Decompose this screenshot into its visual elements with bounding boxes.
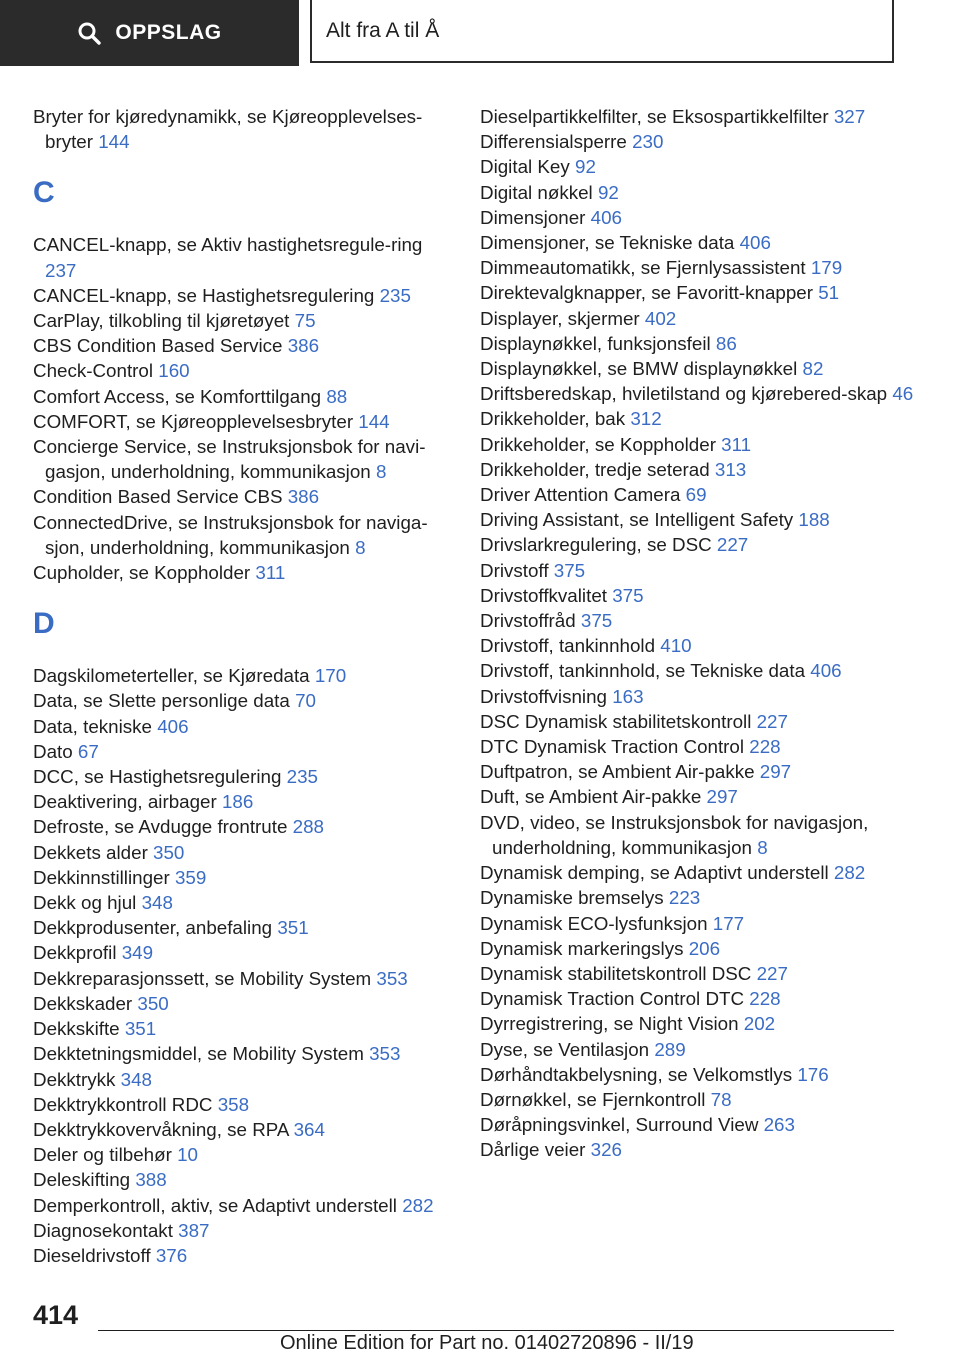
index-entry xyxy=(480,381,920,406)
index-entry-term: Dimmeautomatikk, se Fjernlysassistent xyxy=(480,257,806,279)
index-entry xyxy=(480,432,920,457)
index-entry xyxy=(480,205,920,230)
index-entry-term: Dimensjoner, se Tekniske data xyxy=(480,232,735,254)
index-entry-term: Differensialsperre xyxy=(480,131,627,153)
index-entry-term: DSC Dynamisk stabilitetskontroll xyxy=(480,710,752,732)
index-entry-page-link[interactable]: 237 xyxy=(45,259,77,281)
index-entry-page-link[interactable]: 228 xyxy=(749,736,781,758)
index-entry-page-link[interactable]: 92 xyxy=(575,156,596,178)
index-entry xyxy=(480,482,920,507)
index-entry-term: Demperkontroll, aktiv, se Adaptivt understell xyxy=(33,1194,397,1216)
index-column-left xyxy=(33,104,453,1268)
index-entry-term: COMFORT, se Kjøreopplevelsesbryter xyxy=(33,410,354,432)
index-entry-page-link[interactable]: 92 xyxy=(597,181,619,203)
index-entry-term: Condition Based Service CBS xyxy=(33,486,283,508)
index-entry xyxy=(480,1087,920,1112)
index-entry-page-link[interactable]: 179 xyxy=(810,257,843,279)
index-entry-page-link[interactable]: 350 xyxy=(153,841,185,863)
index-entry xyxy=(33,434,453,484)
index-entry-term: Direktevalgknapper, se Favoritt-knapper xyxy=(480,282,814,304)
index-entry-term: Deler og tilbehør xyxy=(33,1144,172,1166)
index-entry-term: CarPlay, tilkobling til kjøretøyet xyxy=(33,310,290,332)
index-entry-term: Driver Attention Camera xyxy=(480,484,681,506)
index-entry-term: DTC Dynamisk Traction Control xyxy=(480,736,745,758)
index-entry-term: Dagskilometerteller, se Kjøredata xyxy=(33,665,310,687)
index-entry-page-link[interactable]: 327 xyxy=(833,106,866,127)
index-entry xyxy=(480,406,920,431)
index-entry-page-link[interactable]: 202 xyxy=(743,1013,776,1035)
index-entry-term: Dynamisk Traction Control DTC xyxy=(480,988,745,1010)
index-entry xyxy=(480,961,920,986)
index-entry-page-link[interactable]: 375 xyxy=(612,584,644,606)
index-entry-page-link[interactable]: 235 xyxy=(286,766,319,788)
index-entry-page-link[interactable]: 312 xyxy=(630,408,662,430)
index-entry-term: Dekktrykkontroll RDC xyxy=(33,1093,213,1115)
index-entry xyxy=(33,358,453,383)
index-entry-term: Dekk og hjul xyxy=(33,892,137,914)
index-entry-term: Dynamisk demping, se Adaptivt understell xyxy=(480,862,829,884)
index-entry-term: Displayer, skjermer xyxy=(480,307,640,329)
index-entry-term: Dynamisk ECO-lysfunksjon xyxy=(480,912,708,934)
index-entry-page-link[interactable]: 8 xyxy=(375,461,387,483)
index-entry-term: DVD, video, se Instruksjonsbok for navigasjon, underholdning, kommunikasjon xyxy=(480,811,869,858)
index-entry-term: Displaynøkkel, funksjonsfeil xyxy=(480,332,711,354)
index-entry-term: Drivstoffråd xyxy=(480,610,576,632)
index-entry-page-link[interactable]: 282 xyxy=(833,862,866,884)
index-entry-term: Dekktetningsmiddel, se Mobility System xyxy=(33,1043,364,1065)
index-entry-term: Dieselpartikkelfilter, se Eksospartikkelfilter xyxy=(480,106,829,127)
index-entry xyxy=(480,1011,920,1036)
index-letter-heading: D xyxy=(33,607,55,641)
index-entry-page-link[interactable]: 170 xyxy=(314,665,347,687)
index-entry-term: Bryter for kjøredynamikk, se Kjøreopplevelses-bryter xyxy=(33,106,423,153)
index-entry xyxy=(480,1062,920,1087)
index-entry xyxy=(33,714,453,739)
index-entry-page-link[interactable]: 263 xyxy=(763,1114,795,1136)
index-entry-term: CBS Condition Based Service xyxy=(33,335,283,357)
footer-divider xyxy=(98,1330,894,1331)
index-entry xyxy=(33,1243,453,1268)
index-entry-term: Dørnøkkel, se Fjernkontroll xyxy=(480,1088,706,1110)
index-entry xyxy=(480,633,920,658)
header xyxy=(0,0,960,66)
index-entry xyxy=(33,1218,453,1243)
index-entry xyxy=(33,104,453,154)
index-entry-page-link[interactable]: 230 xyxy=(632,131,664,153)
index-entry-term: CANCEL-knapp, se Aktiv hastighetsregule-ring xyxy=(33,234,423,256)
index-entry-page-link[interactable]: 311 xyxy=(255,562,286,584)
index-entry xyxy=(33,1067,453,1092)
index-entry-term: Driving Assistant, se Intelligent Safety xyxy=(480,509,794,531)
index-entry-page-link[interactable]: 67 xyxy=(77,740,99,762)
index-entry-page-link[interactable]: 188 xyxy=(798,509,830,531)
index-entry-page-link[interactable]: 75 xyxy=(294,310,316,332)
index-entry xyxy=(480,583,920,608)
index-entry-page-link[interactable]: 402 xyxy=(644,307,677,329)
index-entry-page-link[interactable]: 376 xyxy=(155,1244,188,1266)
index-entry-page-link[interactable]: 70 xyxy=(295,690,316,712)
index-entry-page-link[interactable]: 375 xyxy=(580,610,613,632)
index-entry-term: Duftpatron, se Ambient Air-pakke xyxy=(480,761,755,783)
index-entry xyxy=(33,814,453,839)
index-entry xyxy=(33,283,453,308)
index-entry-page-link[interactable]: 386 xyxy=(287,335,320,357)
index-column-right xyxy=(480,104,920,1163)
index-entry-page-link[interactable]: 163 xyxy=(612,685,644,707)
index-entry-page-link[interactable]: 177 xyxy=(712,912,745,934)
index-entry-page-link[interactable]: 353 xyxy=(376,967,408,989)
index-entry-term: Drivslarkregulering, se DSC xyxy=(480,534,712,556)
index-entry-page-link[interactable]: 223 xyxy=(668,887,701,909)
index-entry xyxy=(33,1041,453,1066)
index-entry-page-link[interactable]: 351 xyxy=(124,1018,157,1040)
index-entry-term: Displaynøkkel, se BMW displaynøkkel xyxy=(480,358,798,380)
index-entry-page-link[interactable]: 51 xyxy=(818,282,840,304)
index-entry xyxy=(33,484,453,509)
index-entry xyxy=(33,940,453,965)
index-entry-term: Dyrregistrering, se Night Vision xyxy=(480,1013,739,1035)
index-entry-page-link[interactable]: 10 xyxy=(177,1144,198,1166)
index-entry-term: Drikkeholder, bak xyxy=(480,408,626,430)
index-entry-term: Drikkeholder, se Koppholder xyxy=(480,433,716,455)
index-entry-page-link[interactable]: 69 xyxy=(685,484,707,506)
index-entry xyxy=(33,1167,453,1192)
index-entry xyxy=(480,1112,920,1137)
index-entry-page-link[interactable]: 348 xyxy=(141,892,173,914)
index-entry-page-link[interactable]: 388 xyxy=(135,1169,167,1191)
index-entry-term: Dieseldrivstoff xyxy=(33,1244,151,1266)
index-entry-term: Duft, se Ambient Air-pakke xyxy=(480,786,702,808)
index-entry xyxy=(33,890,453,915)
index-entry xyxy=(33,1016,453,1041)
index-entry-page-link[interactable]: 406 xyxy=(739,232,771,254)
index-entry-page-link[interactable]: 288 xyxy=(292,816,324,838)
index-entry-page-link[interactable]: 406 xyxy=(810,660,842,682)
index-entry-term: Check-Control xyxy=(33,360,154,382)
index-entry xyxy=(33,409,453,434)
index-entry-page-link[interactable]: 160 xyxy=(158,360,190,382)
index-entry xyxy=(480,734,920,759)
index-entry-page-link[interactable]: 227 xyxy=(716,534,749,556)
index-entry-term: Døråpningsvinkel, Surround View xyxy=(480,1114,759,1136)
index-entry-term: Dyse, se Ventilasjon xyxy=(480,1038,650,1060)
index-entry-term: Driftsberedskap, hviletilstand og kjørebered-skap xyxy=(480,383,888,405)
index-entry-term: Dynamiske bremselys xyxy=(480,887,664,909)
index-entry xyxy=(33,840,453,865)
index-entry-term: Dekktrykk xyxy=(33,1068,116,1090)
index-entry xyxy=(480,558,920,583)
index-entry xyxy=(480,331,920,356)
index-entry-page-link[interactable]: 313 xyxy=(714,458,747,480)
index-entry-term: Dato xyxy=(33,740,73,762)
index-entry-term: Digital nøkkel xyxy=(480,181,593,203)
index-entry-page-link[interactable]: 176 xyxy=(797,1063,829,1085)
index-entry xyxy=(480,306,920,331)
index-entry xyxy=(33,333,453,358)
search-icon xyxy=(77,21,101,45)
index-entry-page-link[interactable]: 358 xyxy=(217,1093,250,1115)
index-entry xyxy=(33,560,453,585)
index-entry xyxy=(33,1117,453,1142)
index-entry xyxy=(480,911,920,936)
index-entry xyxy=(33,739,453,764)
index-entry-term: ConnectedDrive, se Instruksjonsbok for naviga-sjon, underholdning, kommunikasjon xyxy=(33,511,428,558)
index-entry xyxy=(480,885,920,910)
index-entry-term: Drikkeholder, tredje seterad xyxy=(480,458,710,480)
index-entry-page-link[interactable]: 364 xyxy=(293,1118,325,1140)
index-entry-term: Dekktrykkovervåkning, se RPA xyxy=(33,1118,289,1140)
index-entry-term: Drivstoff, tankinnhold, se Tekniske data xyxy=(480,660,806,682)
index-entry-page-link[interactable]: 186 xyxy=(221,791,254,813)
index-entry-term: Dynamisk markeringslys xyxy=(480,937,684,959)
index-entry xyxy=(33,232,453,282)
index-entry-term: Deaktivering, airbager xyxy=(33,791,217,813)
index-entry xyxy=(480,457,920,482)
index-entry-term: Dekkskader xyxy=(33,992,133,1014)
index-entry xyxy=(480,658,920,683)
index-entry-page-link[interactable]: 82 xyxy=(802,358,824,380)
index-entry-page-link[interactable]: 46 xyxy=(892,383,914,405)
index-entry-term: Data, se Slette personlige data xyxy=(33,690,290,712)
index-entry xyxy=(480,154,920,179)
index-entry-page-link[interactable]: 359 xyxy=(174,866,207,888)
index-entry-page-link[interactable]: 289 xyxy=(654,1038,686,1060)
index-entry-page-link[interactable]: 235 xyxy=(379,284,411,306)
search-tab-label: OPPSLAG xyxy=(115,21,222,44)
index-entry-page-link[interactable]: 144 xyxy=(98,131,130,153)
index-entry-term: Diagnosekontakt xyxy=(33,1219,173,1241)
index-entry xyxy=(480,280,920,305)
index-entry xyxy=(33,764,453,789)
index-entry xyxy=(480,684,920,709)
index-entry xyxy=(480,759,920,784)
index-entry xyxy=(33,915,453,940)
index-entry-page-link[interactable]: 8 xyxy=(355,536,366,558)
index-entry-term: Dekkskifte xyxy=(33,1018,120,1040)
index-entry-term: Dørhåndtakbelysning, se Velkomstlys xyxy=(480,1063,793,1085)
index-entry xyxy=(33,966,453,991)
index-entry-term: Concierge Service, se Instruksjonsbok for navi-gasjon, underholdning, kommunikasjon xyxy=(33,436,426,483)
index-entry-page-link[interactable]: 348 xyxy=(120,1068,152,1090)
index-entry xyxy=(480,507,920,532)
index-entry xyxy=(480,1037,920,1062)
index-entry xyxy=(480,104,920,129)
index-entry-page-link[interactable]: 144 xyxy=(358,410,390,432)
index-entry-page-link[interactable]: 387 xyxy=(178,1219,210,1241)
index-entry-page-link[interactable]: 282 xyxy=(402,1194,434,1216)
index-entry-page-link[interactable]: 78 xyxy=(710,1088,732,1110)
edition-note: Online Edition for Part no. 01402720896 - II/19 xyxy=(280,1332,694,1354)
index-entry-page-link[interactable]: 410 xyxy=(660,635,692,657)
index-entry-term: Digital Key xyxy=(480,156,570,178)
index-entry xyxy=(480,784,920,809)
index-entry xyxy=(33,663,453,688)
index-entry-term: Dårlige veier xyxy=(480,1139,586,1161)
index-entry-page-link[interactable]: 227 xyxy=(756,962,788,984)
index-entry xyxy=(33,688,453,713)
index-entry xyxy=(480,129,920,154)
index-entry-page-link[interactable]: 297 xyxy=(706,786,738,808)
index-entry xyxy=(480,1137,920,1162)
index-entry xyxy=(480,608,920,633)
index-entry xyxy=(33,991,453,1016)
index-entry-term: DCC, se Hastighetsregulering xyxy=(33,766,282,788)
index-entry-term: Defroste, se Avdugge frontrute xyxy=(33,816,288,838)
index-entry xyxy=(480,709,920,734)
index-entry-page-link[interactable]: 353 xyxy=(369,1043,401,1065)
index-entry-term: Dynamisk stabilitetskontroll DSC xyxy=(480,962,752,984)
index-entry xyxy=(33,1142,453,1167)
index-entry xyxy=(480,255,920,280)
index-entry-page-link[interactable]: 88 xyxy=(326,385,348,407)
index-entry xyxy=(480,810,920,860)
index-entry xyxy=(33,865,453,890)
index-entry xyxy=(480,860,920,885)
section-title-tab[interactable] xyxy=(310,0,894,63)
index-entry xyxy=(480,180,920,205)
index-entry-term: CANCEL-knapp, se Hastighetsregulering xyxy=(33,284,375,306)
index-entry-term: Drivstoffkvalitet xyxy=(480,584,607,606)
section-title: Alt fra A til Å xyxy=(326,18,440,42)
index-entry-term: Dekkinnstillinger xyxy=(33,866,170,888)
index-entry-page-link[interactable]: 406 xyxy=(590,206,622,228)
index-entry xyxy=(480,532,920,557)
index-letter-heading: C xyxy=(33,176,55,210)
index-entry-page-link[interactable]: 227 xyxy=(756,710,788,732)
index-entry-page-link[interactable]: 351 xyxy=(277,917,309,939)
index-entry-term: Dekkprodusenter, anbefaling xyxy=(33,917,273,939)
index-entry xyxy=(33,510,453,560)
index-entry-page-link[interactable]: 311 xyxy=(721,433,752,455)
index-entry-term: Drivstoff, tankinnhold xyxy=(480,635,656,657)
index-entry xyxy=(33,384,453,409)
index-entry-page-link[interactable]: 349 xyxy=(121,942,154,964)
index-entry xyxy=(480,936,920,961)
index-entry xyxy=(480,986,920,1011)
index-entry-term: Dekkprofil xyxy=(33,942,117,964)
index-entry-page-link[interactable]: 206 xyxy=(688,937,721,959)
index-entry xyxy=(480,356,920,381)
index-entry-term: Drivstoffvisning xyxy=(480,685,607,707)
index-entry-page-link[interactable]: 326 xyxy=(590,1139,622,1161)
index-entry-page-link[interactable]: 350 xyxy=(137,992,169,1014)
index-entry-term: Dekkreparasjonssett, se Mobility System xyxy=(33,967,372,989)
index-entry-term: Deleskifting xyxy=(33,1169,131,1191)
page-number: 414 xyxy=(33,1300,79,1330)
index-entry xyxy=(480,230,920,255)
index-entry xyxy=(33,789,453,814)
index-entry-page-link[interactable]: 297 xyxy=(759,761,792,783)
index-entry-page-link[interactable]: 86 xyxy=(715,332,737,354)
index-entry-term: Dimensjoner xyxy=(480,206,586,228)
index-entry xyxy=(33,1193,453,1218)
index-entry-term: Cupholder, se Koppholder xyxy=(33,562,251,584)
index-entry-term: Data, tekniske xyxy=(33,715,153,737)
index-entry-page-link[interactable]: 375 xyxy=(553,559,586,581)
index-entry-term: Drivstoff xyxy=(480,559,549,581)
search-tab[interactable] xyxy=(0,0,299,66)
index-entry-page-link[interactable]: 228 xyxy=(749,988,781,1010)
index-entry xyxy=(33,308,453,333)
index-entry-page-link[interactable]: 8 xyxy=(757,836,768,858)
index-entry xyxy=(33,1092,453,1117)
index-entry-term: Comfort Access, se Komforttilgang xyxy=(33,385,322,407)
index-entry-term: Dekkets alder xyxy=(33,841,148,863)
index-entry-page-link[interactable]: 406 xyxy=(157,715,189,737)
index-entry-page-link[interactable]: 386 xyxy=(287,486,320,508)
